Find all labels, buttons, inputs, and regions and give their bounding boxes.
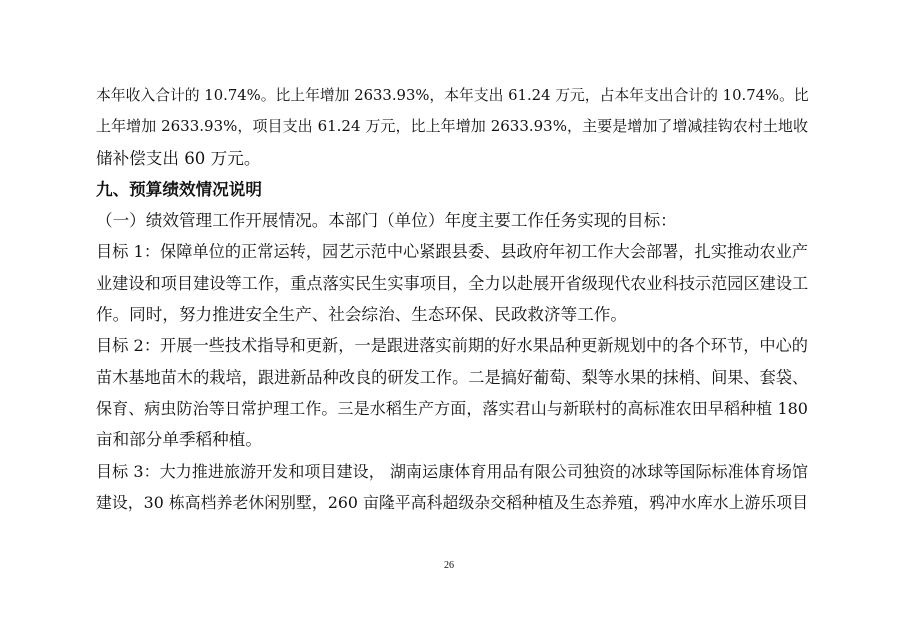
subsection-heading: （一）绩效管理工作开展情况。本部门（单位）年度主要工作任务实现的目标： bbox=[96, 211, 677, 231]
document-body bbox=[96, 80, 808, 518]
text-line: 目标 3：大力推进旅游开发和项目建设， 湖南运康体育用品有限公司独资的冰球等国际标准体育场馆 bbox=[96, 461, 808, 481]
text-line: 保育、病虫防治等日常护理工作。三是水稻生产方面，落实君山与新联村的高标准农田早稻种植 180 bbox=[96, 398, 808, 418]
text-line: 本年收入合计的 10.74%。比上年增加 2633.93%，本年支出 61.24 万元，占本年支出合计的 10.74%。比 bbox=[96, 87, 809, 104]
text-line: 业建设和项目建设等工作，重点落实民生实事项目，全力以赴展开省级现代农业科技示范园区建设工 bbox=[96, 273, 809, 293]
page-number: 26 bbox=[444, 560, 454, 571]
text-line: 目标 2：开展一些技术指导和更新，一是跟进落实前期的好水果品种更新规划中的各个环节，中心的 bbox=[96, 336, 808, 356]
text-line: 亩和部分单季稻种植。 bbox=[96, 430, 262, 450]
text-line: 目标 1：保障单位的正常运转，园艺示范中心紧跟县委、县政府年初工作大会部署，扎实推动农业产 bbox=[96, 242, 808, 262]
text-line: 储补偿支出 60 万元。 bbox=[96, 148, 261, 168]
section-heading: 九、预算绩效情况说明 bbox=[96, 179, 262, 199]
text-line: 上年增加 2633.93%，项目支出 61.24 万元，比上年增加 2633.93%，主要是增加了增减挂钩农村土地收 bbox=[96, 117, 808, 136]
text-line: 作。同时，努力推进安全生产、社会综治、生态环保、民政救济等工作。 bbox=[96, 305, 627, 325]
text-line: 苗木基地苗木的栽培，跟进新品种改良的研发工作。二是搞好葡萄、梨等水果的抹梢、间果、套袋、 bbox=[96, 367, 809, 387]
text-line: 建设，30 栋高档养老休闲别墅，260 亩隆平高科超级杂交稻种植及生态养殖，鸦冲水库水上游乐项目 bbox=[96, 492, 808, 512]
